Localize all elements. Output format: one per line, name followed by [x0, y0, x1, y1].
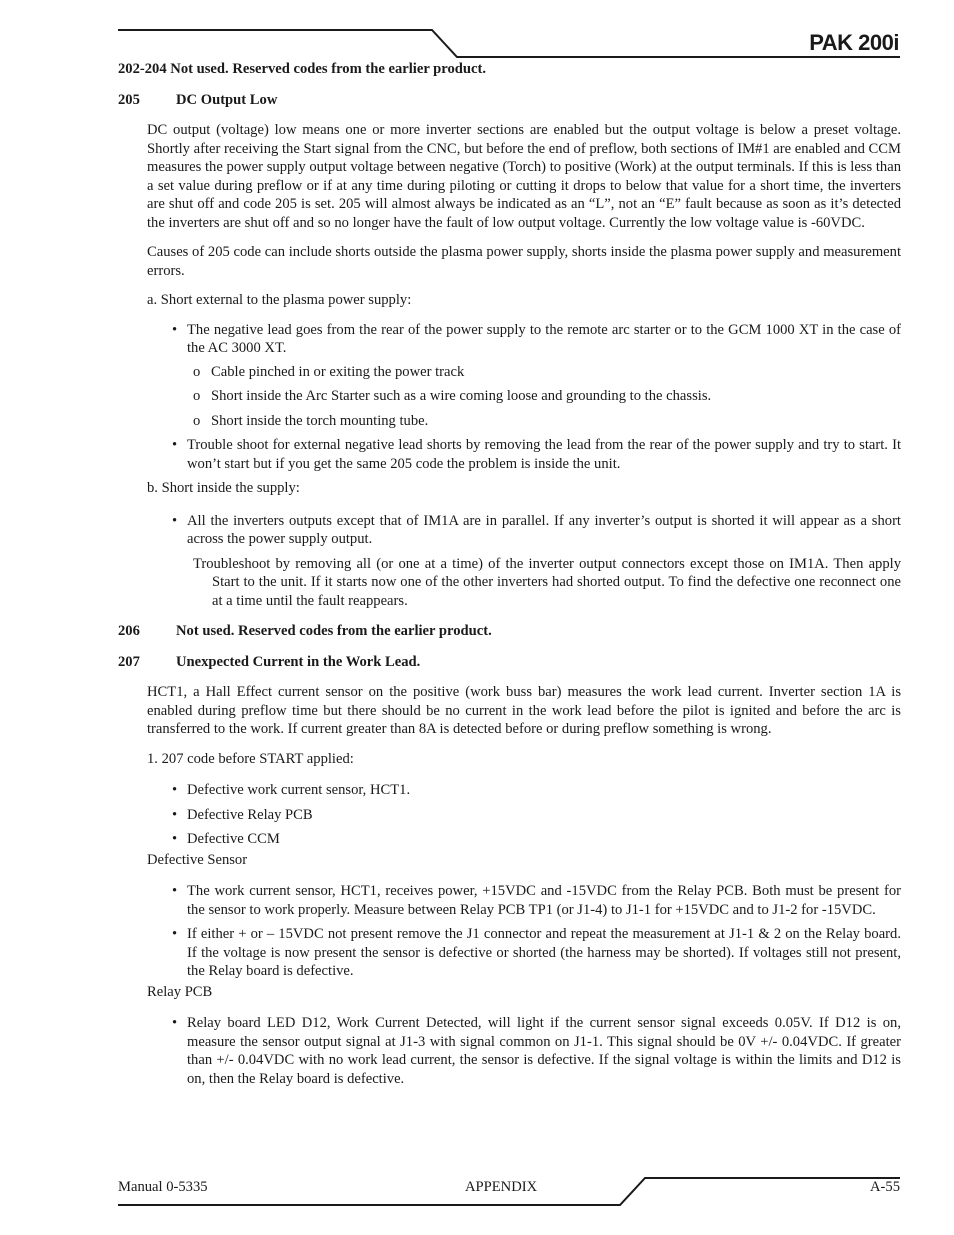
list-item: • If either + or – 15VDC not present remove the J1 connector and repeat the measurement at J1-1 & 2 on the Relay board. If the voltage is now present the sensor is defective or shorted (the harness may be shorted). If voltages still not present, the Relay board is defective.	[159, 925, 901, 981]
bullet-list	[159, 781, 901, 849]
section-title: DC Output Low	[176, 91, 278, 108]
section-title: Unexpected Current in the Work Lead.	[176, 653, 421, 670]
list-heading-b: b. Short inside the supply:	[147, 480, 300, 496]
page-content	[118, 60, 901, 1094]
subheading-relay-pcb: Relay PCB	[147, 983, 213, 1000]
list-item	[159, 321, 901, 431]
sub-list	[187, 363, 901, 431]
bullet-list	[159, 882, 901, 981]
paragraph: DC output (voltage) low means one or more inverter sections are enabled but the output voltage is below a preset voltage. Shortly after receiving the Start signal from the CNC, but before the end of preflow, both sections of IM#1 are enabled and CCM measures the power supply output voltage between negative (Torch) to positive (Work) at the output terminals. If this is less than a set value during preflow or if at any time during piloting or cutting it drops to below that value for a short time, the inverters are shut off and code 205 is set. 205 will almost always be indicated as an “L”, not an “E” fault because as soon as it’s detected the inverters are shut off and so no longer have the fault of low output voltage. Currently the low voltage value is -60VDC.	[147, 122, 901, 231]
list-item: • Defective CCM	[159, 830, 901, 849]
section-207-heading	[118, 653, 901, 672]
paragraph: Troubleshoot by removing all (or one at a time) of the inverter output connectors except those on IM1A. Then apply Start to the unit. If it starts now one of the other inverters had shorted output. To find the defective one reconnect one at a time until the fault reappears.	[193, 555, 901, 609]
list-item: • Trouble shoot for external negative lead shorts by removing the lead from the rear of the power supply and try to start. It won’t start but if you get the same 205 code the problem is inside the unit.	[159, 436, 901, 473]
bullet-list	[159, 512, 901, 549]
list-item: • Relay board LED D12, Work Current Detected, will light if the current sensor signal exceeds 0.05V. If D12 is on, measure the sensor output signal at J1-3 with signal common on J1-1. This signal should be 0V +/- 0.04VDC. If greater than +/- 0.04VDC with no work lead current, the sensor is defective. If the signal voltage is within the limits and D12 is on, then the Relay board is defective.	[159, 1014, 901, 1088]
sub-list-item: o Short inside the Arc Starter such as a wire coming loose and grounding to the chassis.	[187, 387, 901, 406]
page-number: A-55	[870, 1179, 900, 1195]
list-item: • The work current sensor, HCT1, receives power, +15VDC and -15VDC from the Relay PCB. Both must be present for the sensor to work properly. Measure between Relay PCB TP1 (or J1-4) to J1-1 for +15VDC and to J1-2 for -15VDC.	[159, 882, 901, 919]
manual-number: Manual 0-5335	[118, 1179, 208, 1195]
numbered-heading: 1. 207 code before START applied:	[147, 750, 354, 767]
section-title: Not used. Reserved codes from the earlier product.	[176, 623, 492, 639]
list-item: • Defective Relay PCB	[159, 806, 901, 825]
list-item: • Defective work current sensor, HCT1.	[159, 781, 901, 800]
section-206-heading	[118, 622, 901, 641]
paragraph: Causes of 205 code can include shorts outside the plasma power supply, shorts inside the plasma power supply and measurement errors.	[147, 244, 901, 279]
list-heading-a: a. Short external to the plasma power supply:	[147, 292, 412, 308]
list-item: • All the inverters outputs except that of IM1A are in parallel. If any inverter’s output is shorted it will appear as a short across the power supply output.	[159, 512, 901, 549]
sub-list-item: o Cable pinched in or exiting the power track	[187, 363, 901, 382]
list-item-text: The negative lead goes from the rear of the power supply to the remote arc starter or to the GCM 1000 XT in the case of the AC 3000 XT.	[187, 321, 901, 356]
paragraph: HCT1, a Hall Effect current sensor on the positive (work buss bar) measures the work lead current. Inverter section 1A is enabled during preflow time but there should be no current in the work lead before the pilot is ignited and before the arc is transferred to the work. If current greater than 8A is detected before or during preflow something is wrong.	[147, 684, 901, 737]
section-205-heading	[118, 91, 901, 110]
section-number: 205	[118, 91, 140, 108]
sub-list-item: o Short inside the torch mounting tube.	[187, 412, 901, 431]
section-202-heading: 202-204 Not used. Reserved codes from the earlier product.	[118, 61, 487, 77]
product-title: PAK 200i	[809, 30, 899, 55]
section-number: 207	[118, 653, 140, 670]
section-label: APPENDIX	[465, 1179, 538, 1195]
section-number: 206	[118, 623, 140, 639]
bullet-list	[159, 1014, 901, 1088]
bullet-list	[159, 321, 901, 474]
subheading-defective-sensor: Defective Sensor	[147, 851, 248, 868]
